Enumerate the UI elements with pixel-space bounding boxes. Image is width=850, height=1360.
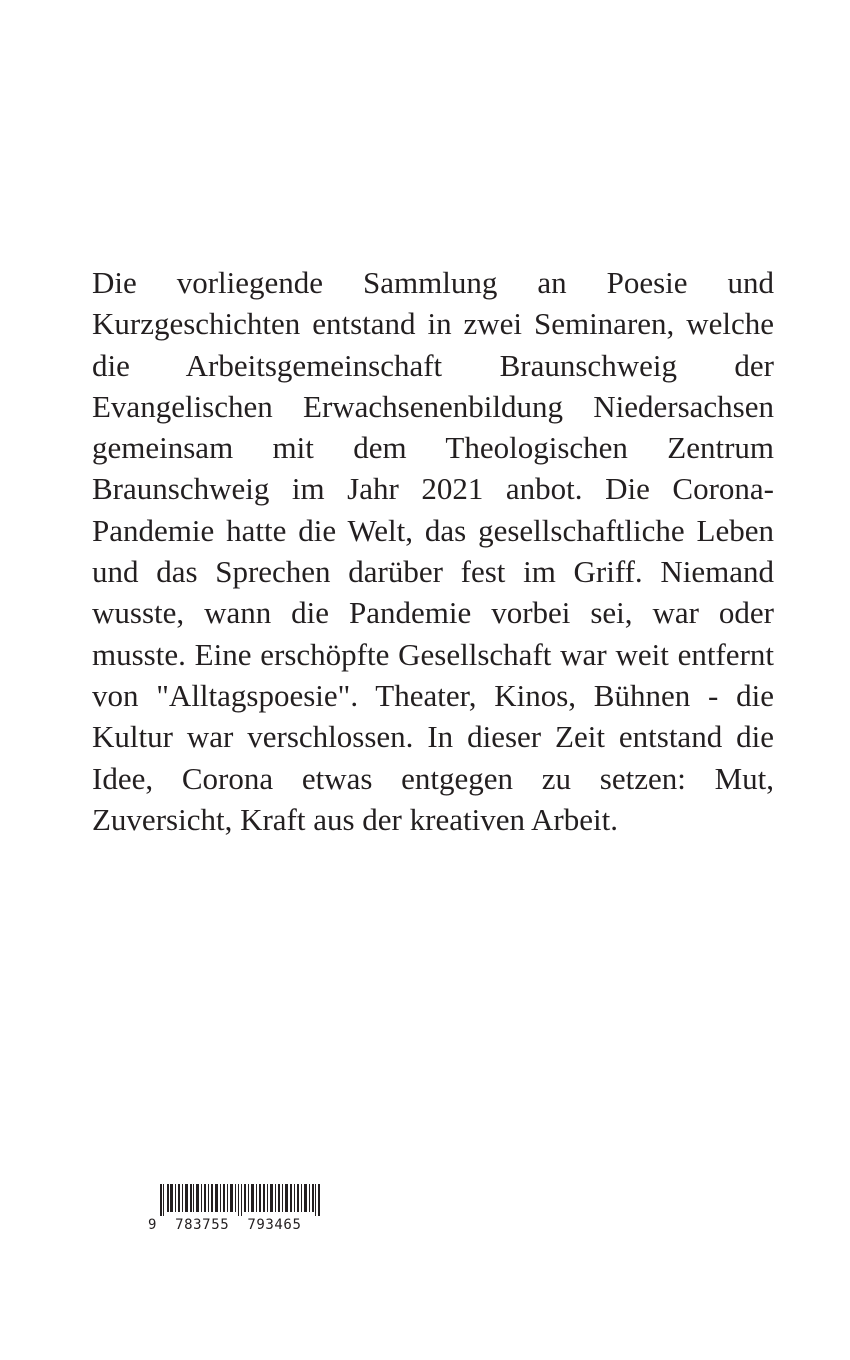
barcode-bars [148, 1184, 338, 1216]
blurb-paragraph: Die vorliegende Sammlung an Poesie und Kurzgeschichten entstand in zwei Seminaren, welche die Arbeitsgemeinschaft Braunschweig der Evangelischen Erwachsenenbildung Niedersachsen gemeinsam mit dem Theologischen Zentrum Braunschweig im Jahr 2021 anbot. Die Corona-Pandemie hatte die Welt, das gesellschaftliche Leben und das Sprechen darüber fest im Griff. Niemand wusste, wann die Pandemie vorbei sei, war oder musste. Eine erschöpfte Gesellschaft war weit entfernt von "Alltagspoesie". Theater, Kinos, Bühnen - die Kultur war verschlossen. In dieser Zeit entstand die Idee, Corona etwas entgegen zu setzen: Mut, Zuversicht, Kraft aus der kreativen Arbeit. [92, 265, 774, 837]
isbn-barcode [148, 1184, 338, 1244]
barcode-digits: 9 783755 793465 [148, 1217, 302, 1233]
back-cover-blurb [92, 262, 774, 840]
